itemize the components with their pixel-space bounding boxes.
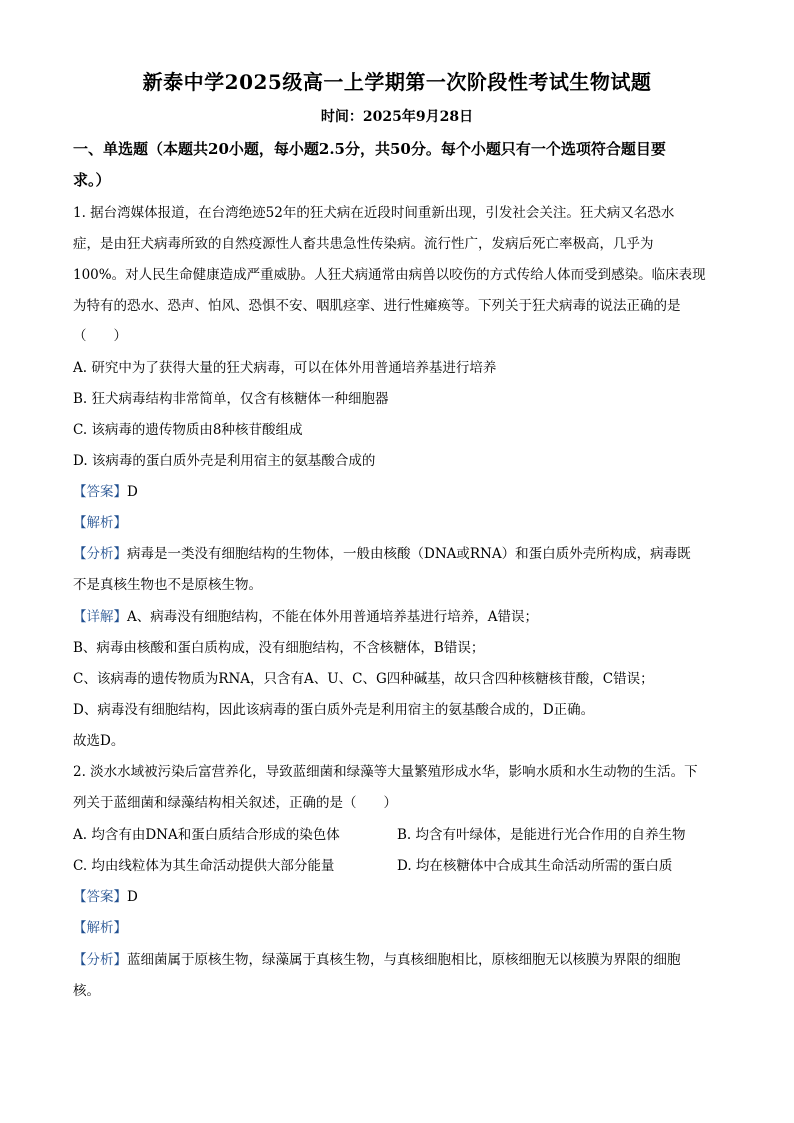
q1-xiangjie-line: C、该病毒的遗传物质为RNA，只含有A、U、C、G四种碱基，故只含四种核糖核苷酸，C错误； xyxy=(73,671,654,687)
q1-option-c: C. 该病毒的遗传物质由8种核苷酸组成 xyxy=(73,422,303,438)
q2-fenxi-line: 核。 xyxy=(73,983,100,999)
q1-conclusion: 故选D。 xyxy=(73,733,125,749)
answer-value: D xyxy=(127,889,138,905)
q1-analysis-tag: 【解析】 xyxy=(73,515,127,531)
q1-option-d: D. 该病毒的蛋白质外壳是利用宿主的氨基酸合成的 xyxy=(73,453,376,469)
q2-option-a: A. 均含有由DNA和蛋白质结合形成的染色体 xyxy=(73,827,340,843)
q1-stem-line: （ ） xyxy=(73,328,127,344)
section-heading-line-2: 求。） xyxy=(73,171,111,189)
q1-answer xyxy=(73,483,138,501)
xiangjie-text: A、病毒没有细胞结构，不能在体外用普通培养基进行培养，A错误； xyxy=(127,609,538,625)
q1-fenxi-line xyxy=(73,545,691,563)
exam-date: 时间：2025年9月28日 xyxy=(320,109,474,125)
q2-analysis-tag: 【解析】 xyxy=(73,920,127,936)
fenxi-text: 蓝细菌属于原核生物，绿藻属于真核生物，与真核细胞相比，原核细胞无以核膜为界限的细胞 xyxy=(127,952,681,968)
page-title: 新泰中学2025级高一上学期第一次阶段性考试生物试题 xyxy=(142,70,652,94)
xiangjie-tag: 【详解】 xyxy=(73,609,127,625)
q2-option-c: C. 均由线粒体为其生命活动提供大部分能量 xyxy=(73,858,335,874)
q1-xiangjie-line xyxy=(73,608,538,626)
q1-option-b: B. 狂犬病毒结构非常简单，仅含有核糖体一种细胞器 xyxy=(73,391,389,407)
q1-fenxi-line: 不是真核生物也不是原核生物。 xyxy=(73,577,262,593)
q1-xiangjie-line: B、病毒由核酸和蛋白质构成，没有细胞结构，不含核糖体，B错误； xyxy=(73,640,485,656)
answer-tag: 【答案】 xyxy=(73,889,127,905)
q2-option-d: D. 均在核糖体中合成其生命活动所需的蛋白质 xyxy=(397,858,673,874)
section-heading-line-1: 一、单选题（本题共20小题，每小题2.5分，共50分。每个小题只有一个选项符合题目要 xyxy=(73,140,666,158)
fenxi-tag: 【分析】 xyxy=(73,546,127,562)
q2-answer xyxy=(73,888,138,906)
q1-stem-line: 为特有的恐水、恐声、怕风、恐惧不安、咽肌痉挛、进行性瘫痪等。下列关于狂犬病毒的说法正确的是 xyxy=(73,298,681,314)
q1-xiangjie-line: D、病毒没有细胞结构，因此该病毒的蛋白质外壳是利用宿主的氨基酸合成的，D正确。 xyxy=(73,702,595,718)
answer-value: D xyxy=(127,484,138,500)
q1-stem-line: 症，是由狂犬病毒所致的自然疫源性人畜共患急性传染病。流行性广，发病后死亡率极高，几乎为 xyxy=(73,236,654,252)
fenxi-tag: 【分析】 xyxy=(73,952,127,968)
q2-stem-line: 2. 淡水水域被污染后富营养化，导致蓝细菌和绿藻等大量繁殖形成水华，影响水质和水生动物的生活。下 xyxy=(73,764,698,780)
q1-stem-line: 100%。对人民生命健康造成严重威胁。人狂犬病通常由病兽以咬伤的方式传给人体而受到感染。临床表现 xyxy=(73,267,706,283)
q1-stem-line: 1. 据台湾媒体报道，在台湾绝迹52年的狂犬病在近段时间重新出现，引发社会关注。狂犬病又名恐水 xyxy=(73,205,675,221)
q2-option-b: B. 均含有叶绿体，是能进行光合作用的自养生物 xyxy=(397,827,686,843)
answer-tag: 【答案】 xyxy=(73,484,127,500)
fenxi-text: 病毒是一类没有细胞结构的生物体，一般由核酸（DNA或RNA）和蛋白质外壳所构成，病毒既 xyxy=(127,546,691,562)
q1-option-a: A. 研究中为了获得大量的狂犬病毒，可以在体外用普通培养基进行培养 xyxy=(73,360,497,376)
q2-fenxi-line xyxy=(73,951,681,969)
q2-stem-line: 列关于蓝细菌和绿藻结构相关叙述，正确的是（ ） xyxy=(73,795,397,811)
